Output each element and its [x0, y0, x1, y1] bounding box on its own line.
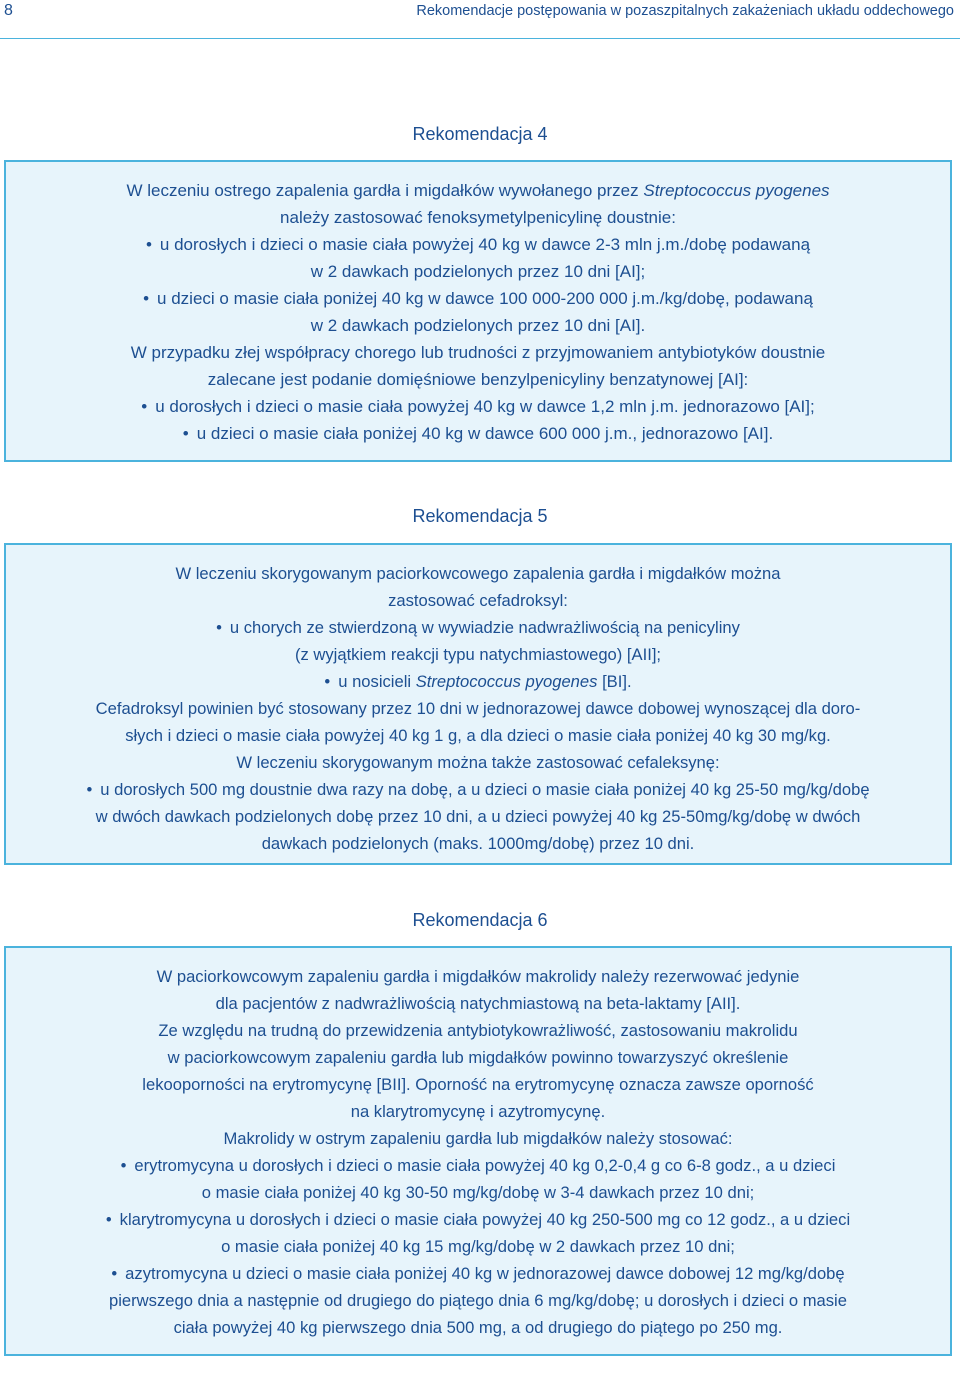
rec4-line: w 2 dawkach podzielonych przez 10 dni [AI].: [310, 316, 646, 335]
rec6-bullet: • erytromycyna u dorosłych i dzieci o masie ciała powyżej 40 kg 0,2-0,4 g co 6-8 godz., a u dzieci: [6, 1152, 950, 1179]
rec5-box: [4, 543, 952, 865]
rec4-bullet: • u dzieci o masie ciała poniżej 40 kg w dawce 600 000 j.m., jednorazowo [AI].: [6, 420, 950, 447]
rec5-bullet: • u nosicieli Streptococcus pyogenes [BI].: [6, 668, 950, 695]
rec4-line: w 2 dawkach podzielonych przez 10 dni [AI];: [310, 262, 646, 281]
rec6-title: Rekomendacja 6: [412, 910, 548, 930]
rec6-line: ciała powyżej 40 kg pierwszego dnia 500 mg, a od drugiego do piątego po 250 mg.: [173, 1318, 783, 1337]
rec4-title: Rekomendacja 4: [412, 124, 548, 144]
rec4-line: należy zastosować fenoksymetylpenicylinę doustnie:: [280, 208, 676, 227]
species-name: Streptococcus pyogenes: [415, 672, 598, 691]
rec6-bullet: • azytromycyna u dzieci o masie ciała poniżej 40 kg w jednorazowej dawce dobowej 12 mg/kg/dobę: [6, 1260, 950, 1287]
rec4-line: zalecane jest podanie domięśniowe benzylpenicyliny benzatynowej [AI]:: [207, 370, 749, 389]
running-header: Rekomendacje postępowania w pozaszpitalnych zakażeniach układu oddechowego: [416, 3, 954, 19]
rec6-line: lekooporności na erytromycynę [BII]. Oporność na erytromycynę oznacza zawsze oporność: [142, 1075, 814, 1094]
rec4-bullet: • u dorosłych i dzieci o masie ciała powyżej 40 kg w dawce 1,2 mln j.m. jednorazowo [AI];: [6, 393, 950, 420]
rec5-line: W leczeniu skorygowanym paciorkowcowego zapalenia gardła i migdałków można: [175, 564, 781, 583]
rec6-box: [4, 946, 952, 1356]
rec5-line: dawkach podzielonych (maks. 1000mg/dobę) przez 10 dni.: [261, 834, 695, 853]
rec5-line: Cefadroksyl powinien być stosowany przez 10 dni w jednorazowej dawce dobowej wynoszącej dla doro-: [95, 699, 861, 718]
rec5-line: (z wyjątkiem reakcji typu natychmiastowego) [AII];: [294, 645, 662, 664]
rec4-bullet: • u dorosłych i dzieci o masie ciała powyżej 40 kg w dawce 2-3 mln j.m./dobę podawaną: [6, 231, 950, 258]
rec5-line: W leczeniu skorygowanym można także zastosować cefaleksynę:: [236, 753, 720, 772]
rec6-line: o masie ciała poniżej 40 kg 15 mg/kg/dobę w 2 dawkach przez 10 dni;: [221, 1237, 735, 1256]
rec5-title: Rekomendacja 5: [412, 506, 548, 526]
rec6-line: w paciorkowcowym zapaleniu gardła lub migdałków powinno towarzyszyć określenie: [167, 1048, 789, 1067]
rec6-line: na klarytromycynę i azytromycynę.: [350, 1102, 606, 1121]
rec5-line: słych i dzieci o masie ciała powyżej 40 kg 1 g, a dla dzieci o masie ciała poniżej 40 kg 30 mg/kg.: [125, 726, 831, 745]
species-name: Streptococcus pyogenes: [643, 181, 830, 200]
rec6-line: W paciorkowcowym zapaleniu gardła i migdałków makrolidy należy rezerwować jedynie: [156, 967, 800, 986]
rec6-line: Ze względu na trudną do przewidzenia antybiotykowrażliwość, zastosowaniu makrolidu: [158, 1021, 798, 1040]
rec4-line: W leczeniu ostrego zapalenia gardła i migdałków wywołanego przez Streptococcus pyogenes: [126, 181, 830, 200]
rec5-line: zastosować cefadroksyl:: [388, 591, 568, 610]
rec6-line: dla pacjentów z nadwrażliwością natychmiastową na beta-laktamy [AII].: [215, 994, 741, 1013]
rec6-line: pierwszego dnia a następnie od drugiego do piątego dnia 6 mg/kg/dobę; u dorosłych i dzieci o masie: [109, 1291, 847, 1310]
header-rule: [0, 38, 960, 39]
rec6-line: o masie ciała poniżej 40 kg 30-50 mg/kg/dobę w 3-4 dawkach przez 10 dni;: [201, 1183, 755, 1202]
rec4-line: W przypadku złej współpracy chorego lub trudności z przyjmowaniem antybiotyków doustnie: [130, 343, 826, 362]
rec6-line: Makrolidy w ostrym zapaleniu gardła lub migdałków należy stosować:: [223, 1129, 733, 1148]
rec4-bullet: • u dzieci o masie ciała poniżej 40 kg w dawce 100 000-200 000 j.m./kg/dobę, podawaną: [6, 285, 950, 312]
page-number: 8: [4, 2, 13, 19]
rec5-line: w dwóch dawkach podzielonych dobę przez 10 dni, a u dzieci powyżej 40 kg 25-50mg/kg/dobę w dwóch: [95, 807, 861, 826]
rec5-bullet: • u chorych ze stwierdzoną w wywiadzie nadwrażliwością na penicyliny: [6, 614, 950, 641]
rec4-box: [4, 160, 952, 462]
rec6-bullet: • klarytromycyna u dorosłych i dzieci o masie ciała powyżej 40 kg 250-500 mg co 12 godz., a u dzieci: [6, 1206, 950, 1233]
rec5-bullet: • u dorosłych 500 mg doustnie dwa razy na dobę, a u dzieci o masie ciała poniżej 40 kg 25-50 mg/kg/dobę: [6, 776, 950, 803]
